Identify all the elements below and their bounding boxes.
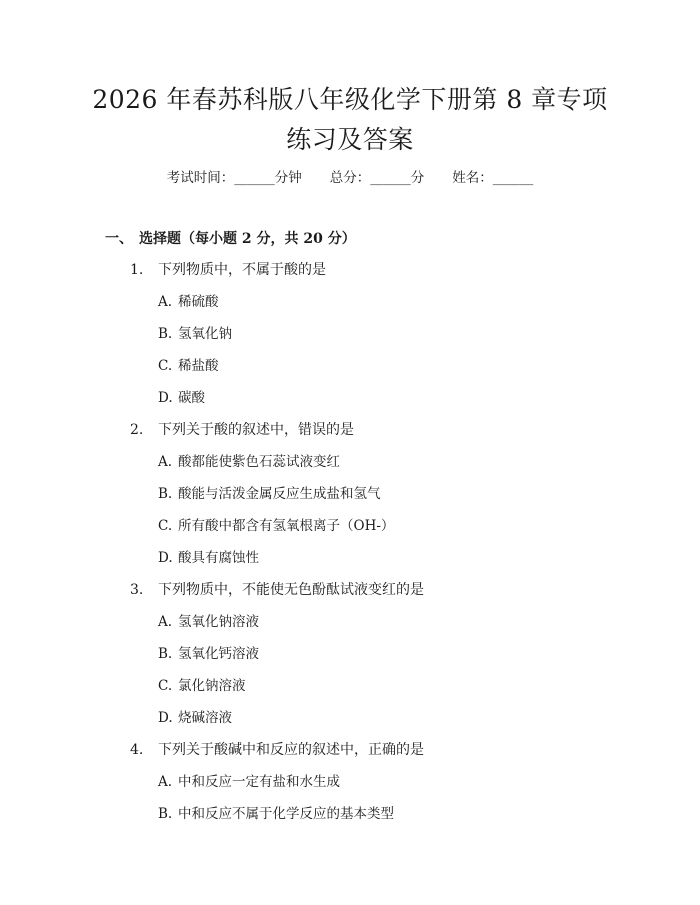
option-text: 酸能与活泼金属反应生成盐和氢气 — [178, 486, 381, 502]
option-text: 氯化钠溶液 — [178, 678, 246, 694]
question-2-option-b — [158, 484, 381, 504]
option-letter: B. — [158, 646, 173, 662]
question-3-option-b — [158, 644, 259, 664]
section-label: 选择题（每小题 2 分，共 20 分） — [139, 231, 356, 247]
question-4-option-b — [158, 804, 394, 824]
question-text: 下列物质中，不属于酸的是 — [158, 262, 326, 278]
option-text: 稀硫酸 — [178, 294, 219, 310]
question-number: 2. — [130, 422, 144, 438]
option-text: 氢氧化钠溶液 — [178, 614, 259, 630]
question-number: 4. — [130, 742, 144, 758]
option-letter: B. — [158, 486, 173, 502]
option-text: 所有酸中都含有氢氧根离子（OH-） — [178, 518, 395, 534]
option-text: 氢氧化钙溶液 — [178, 646, 259, 662]
option-text: 中和反应不属于化学反应的基本类型 — [178, 806, 394, 822]
question-1-option-b — [158, 324, 232, 344]
option-letter: A. — [158, 294, 173, 310]
question-3-option-c — [158, 676, 246, 696]
option-text: 稀盐酸 — [178, 358, 219, 374]
question-3 — [130, 580, 424, 600]
section-number: 一、 — [105, 231, 133, 247]
option-letter: B. — [158, 326, 173, 342]
title-line-1: 2026 年春苏科版八年级化学下册第 8 章专项 — [92, 85, 608, 114]
total-score: 总分：______分 — [329, 170, 425, 186]
option-letter: A. — [158, 774, 173, 790]
option-letter: B. — [158, 806, 173, 822]
title-line-2: 练习及答案 — [286, 125, 414, 154]
question-4-option-a — [158, 772, 340, 792]
option-text: 酸都能使紫色石蕊试液变红 — [178, 454, 340, 470]
question-text: 下列物质中，不能使无色酚酞试液变红的是 — [158, 582, 424, 598]
question-2-option-d — [158, 548, 259, 568]
question-1-option-c — [158, 356, 219, 376]
option-text: 氢氧化钠 — [178, 326, 232, 342]
question-text: 下列关于酸碱中和反应的叙述中，正确的是 — [158, 742, 424, 758]
question-3-option-d — [158, 708, 232, 728]
option-letter: A. — [158, 454, 173, 470]
question-2 — [130, 420, 354, 440]
student-name: 姓名：______ — [452, 170, 534, 186]
section-heading — [105, 229, 356, 249]
option-letter: D. — [158, 390, 173, 406]
option-letter: A. — [158, 614, 173, 630]
question-number: 3. — [130, 582, 144, 598]
question-2-option-a — [158, 452, 340, 472]
option-text: 中和反应一定有盐和水生成 — [178, 774, 340, 790]
question-3-option-a — [158, 612, 259, 632]
option-letter: C. — [158, 518, 173, 534]
exam-time: 考试时间：______分钟 — [166, 170, 302, 186]
exam-info — [0, 168, 700, 188]
question-1 — [130, 260, 326, 280]
option-text: 酸具有腐蚀性 — [178, 550, 259, 566]
option-letter: C. — [158, 358, 173, 374]
option-text: 碳酸 — [178, 390, 205, 406]
question-1-option-a — [158, 292, 219, 312]
option-letter: D. — [158, 710, 173, 726]
option-text: 烧碱溶液 — [178, 710, 232, 726]
question-4 — [130, 740, 424, 760]
document-title — [60, 80, 640, 160]
question-number: 1. — [130, 262, 144, 278]
option-letter: D. — [158, 550, 173, 566]
option-letter: C. — [158, 678, 173, 694]
question-text: 下列关于酸的叙述中，错误的是 — [158, 422, 354, 438]
question-2-option-c — [158, 516, 394, 536]
question-1-option-d — [158, 388, 205, 408]
